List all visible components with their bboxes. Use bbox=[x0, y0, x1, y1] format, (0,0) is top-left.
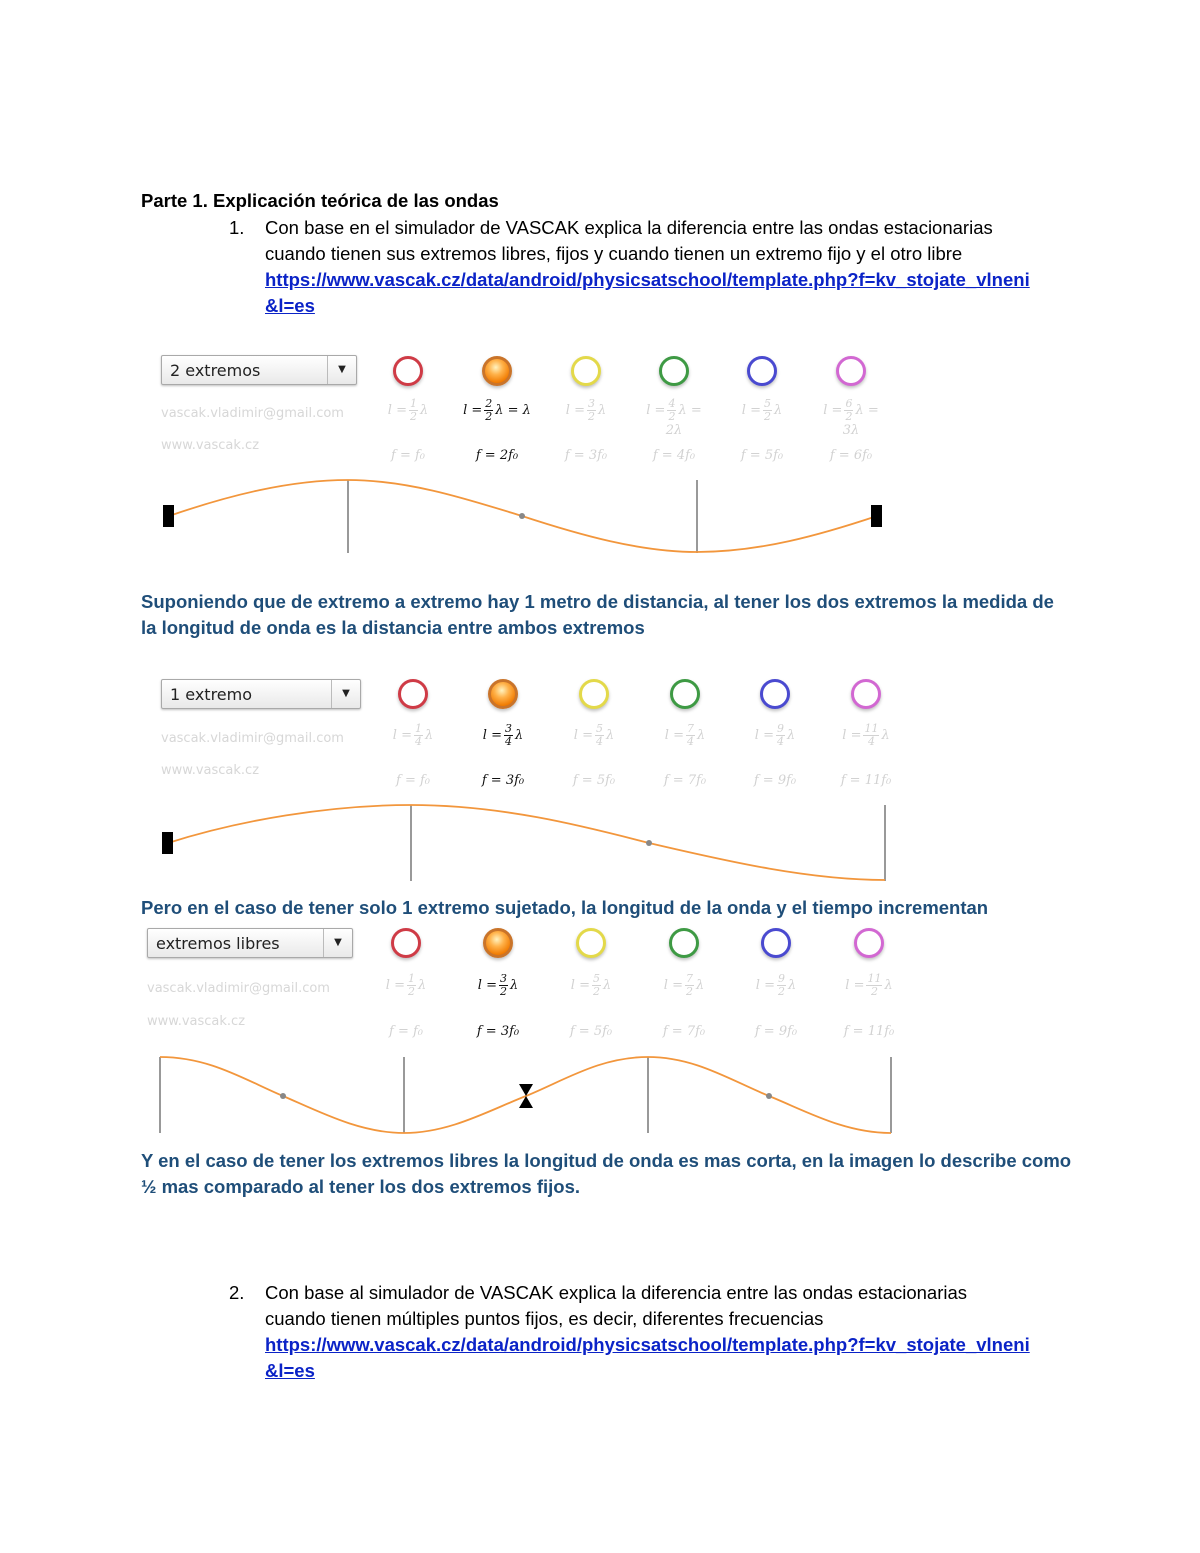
frequency-formula: f = 11f₀ bbox=[840, 773, 892, 788]
node-dot bbox=[519, 513, 525, 519]
fraction-denominator: 2 bbox=[685, 985, 693, 998]
fraction-denominator: 2 bbox=[485, 410, 493, 423]
formula-suffix: λ bbox=[696, 728, 706, 743]
formula-suffix: λ bbox=[881, 728, 890, 743]
chevron-down-icon[interactable]: ▼ bbox=[323, 929, 352, 957]
formula-fraction bbox=[504, 723, 513, 748]
formula-prefix: l = bbox=[482, 728, 502, 743]
q1-link-line2[interactable]: &l=es bbox=[265, 295, 315, 316]
frequency-formula: f = 3f₀ bbox=[481, 773, 525, 788]
fraction-numerator: 11 bbox=[864, 722, 879, 735]
fraction-numerator: 9 bbox=[776, 722, 784, 735]
formula-suffix: λ bbox=[417, 978, 427, 993]
length-formula bbox=[462, 398, 532, 423]
formula-suffix: λ bbox=[514, 728, 524, 743]
answer1-line1: Suponiendo que de extremo a extremo hay 1 metro de distancia, al tener los dos extremos la medida de bbox=[141, 591, 1054, 612]
mode-button-5[interactable] bbox=[760, 679, 790, 709]
wave-sim3 bbox=[160, 1057, 891, 1133]
length-formula bbox=[834, 973, 904, 998]
q2-number: 2. bbox=[229, 1282, 245, 1303]
dropdown-value: 2 extremos bbox=[170, 361, 261, 380]
string-wave bbox=[169, 480, 877, 552]
formula-suffix: λ = λ bbox=[495, 403, 531, 418]
formula-fraction bbox=[414, 723, 423, 748]
hourglass-marker bbox=[519, 1084, 533, 1108]
formula-suffix: λ bbox=[786, 728, 796, 743]
formula-fraction bbox=[863, 723, 879, 748]
node-dot bbox=[766, 1093, 772, 1099]
fraction-numerator: 7 bbox=[685, 972, 693, 985]
formula-fraction bbox=[409, 398, 418, 423]
formula-fraction bbox=[844, 398, 853, 423]
formula-suffix: λ = 3λ bbox=[842, 403, 879, 438]
mode-button-4[interactable] bbox=[670, 679, 700, 709]
formula-fraction bbox=[777, 973, 786, 998]
formula-suffix: λ = 2λ bbox=[665, 403, 702, 438]
length-formula bbox=[463, 973, 533, 998]
wave-sim2 bbox=[162, 805, 885, 881]
formula-fraction bbox=[587, 398, 596, 423]
formula-prefix: l = bbox=[570, 978, 590, 993]
mode-button-6[interactable] bbox=[854, 928, 884, 958]
formula-suffix: λ bbox=[695, 978, 705, 993]
fraction-numerator: 1 bbox=[409, 397, 417, 410]
answer2-line1: Pero en el caso de tener solo 1 extremo sujetado, la longitud de la onda y el tiempo incrementan bbox=[141, 897, 989, 918]
mode-button-3[interactable] bbox=[571, 356, 601, 386]
length-formula bbox=[740, 723, 810, 748]
answer3-line2: ½ mas comparado al tener los dos extremos fijos. bbox=[141, 1176, 581, 1197]
part-heading: Parte 1. Explicación teórica de las ondas bbox=[141, 190, 499, 211]
fraction-denominator: 2 bbox=[409, 410, 417, 423]
q1-link-line1[interactable]: https://www.vascak.cz/data/android/physicsatschool/template.php?f=kv_stojate_vlneni bbox=[265, 269, 1030, 290]
chevron-down-icon[interactable]: ▼ bbox=[327, 356, 356, 384]
site-watermark: www.vascak.cz bbox=[161, 438, 260, 453]
fraction-numerator: 5 bbox=[763, 397, 771, 410]
fraction-numerator: 2 bbox=[485, 397, 493, 410]
length-formula bbox=[650, 723, 720, 748]
mode-button-1[interactable] bbox=[393, 356, 423, 386]
formula-suffix: λ bbox=[424, 728, 434, 743]
frequency-formula: f = 2f₀ bbox=[475, 448, 519, 463]
length-formula bbox=[551, 398, 621, 423]
fraction-denominator: 2 bbox=[668, 410, 676, 423]
formula-prefix: l = bbox=[387, 403, 407, 418]
fraction-denominator: 2 bbox=[870, 985, 878, 998]
formula-suffix: λ bbox=[605, 728, 615, 743]
length-formula bbox=[741, 973, 811, 998]
formula-prefix: l = bbox=[845, 978, 865, 993]
frequency-formula: f = f₀ bbox=[391, 448, 425, 463]
length-formula bbox=[371, 973, 441, 998]
frequency-formula: f = 11f₀ bbox=[843, 1024, 895, 1039]
formula-suffix: λ bbox=[602, 978, 612, 993]
mode-button-5[interactable] bbox=[761, 928, 791, 958]
formula-suffix: λ bbox=[787, 978, 797, 993]
fraction-denominator: 4 bbox=[686, 735, 694, 748]
formula-prefix: l = bbox=[755, 978, 775, 993]
formula-prefix: l = bbox=[754, 728, 774, 743]
frequency-formula: f = 7f₀ bbox=[662, 1024, 706, 1039]
mode-button-4[interactable] bbox=[659, 356, 689, 386]
frequency-formula: f = 3f₀ bbox=[476, 1024, 520, 1039]
formula-prefix: l = bbox=[573, 728, 593, 743]
formula-fraction bbox=[763, 398, 772, 423]
formula-fraction bbox=[407, 973, 416, 998]
length-formula bbox=[816, 398, 886, 438]
formula-suffix: λ bbox=[419, 403, 429, 418]
formula-prefix: l = bbox=[741, 403, 761, 418]
fixed-end-right bbox=[871, 505, 882, 527]
answer1-line2: la longitud de onda es la distancia entre ambos extremos bbox=[141, 617, 645, 638]
mode-dropdown[interactable] bbox=[161, 679, 361, 709]
fraction-denominator: 2 bbox=[592, 985, 600, 998]
mode-button-5[interactable] bbox=[747, 356, 777, 386]
fraction-denominator: 2 bbox=[587, 410, 595, 423]
frequency-formula: f = 3f₀ bbox=[564, 448, 608, 463]
frequency-formula: f = 4f₀ bbox=[652, 448, 696, 463]
fraction-denominator: 2 bbox=[845, 410, 853, 423]
site-watermark: www.vascak.cz bbox=[161, 763, 260, 778]
node-dot bbox=[646, 840, 652, 846]
formula-suffix: λ bbox=[884, 978, 893, 993]
node-dot bbox=[280, 1093, 286, 1099]
fraction-numerator: 4 bbox=[668, 397, 676, 410]
fraction-numerator: 1 bbox=[414, 722, 422, 735]
mode-button-3[interactable] bbox=[576, 928, 606, 958]
fraction-denominator: 2 bbox=[777, 985, 785, 998]
frequency-formula: f = 7f₀ bbox=[663, 773, 707, 788]
frequency-formula: f = f₀ bbox=[389, 1024, 423, 1039]
formula-fraction bbox=[592, 973, 601, 998]
fraction-numerator: 7 bbox=[686, 722, 694, 735]
frequency-formula: f = 6f₀ bbox=[829, 448, 873, 463]
length-formula bbox=[639, 398, 709, 438]
fraction-denominator: 4 bbox=[414, 735, 422, 748]
frequency-formula: f = f₀ bbox=[396, 773, 430, 788]
mode-button-6[interactable] bbox=[851, 679, 881, 709]
mode-button-1[interactable] bbox=[398, 679, 428, 709]
dropdown-value: extremos libres bbox=[156, 934, 280, 953]
email-watermark: vascak.vladimir@gmail.com bbox=[161, 406, 344, 421]
formula-fraction bbox=[595, 723, 604, 748]
q2-text-line2: cuando tienen múltiples puntos fijos, es decir, diferentes frecuencias bbox=[265, 1308, 824, 1329]
string-wave bbox=[168, 805, 885, 880]
chevron-down-icon[interactable]: ▼ bbox=[331, 680, 360, 708]
formula-prefix: l = bbox=[663, 978, 683, 993]
q1-number: 1. bbox=[229, 217, 245, 238]
length-formula bbox=[378, 723, 448, 748]
fraction-numerator: 6 bbox=[845, 397, 853, 410]
fraction-numerator: 3 bbox=[587, 397, 595, 410]
formula-suffix: λ bbox=[773, 403, 783, 418]
mode-button-2[interactable] bbox=[483, 928, 513, 958]
mode-dropdown[interactable] bbox=[161, 355, 357, 385]
length-formula bbox=[373, 398, 443, 423]
formula-suffix: λ bbox=[597, 403, 607, 418]
site-watermark: www.vascak.cz bbox=[147, 1014, 246, 1029]
fraction-numerator: 5 bbox=[595, 722, 603, 735]
fraction-numerator: 5 bbox=[592, 972, 600, 985]
fraction-denominator: 4 bbox=[776, 735, 784, 748]
formula-fraction bbox=[685, 973, 694, 998]
formula-fraction bbox=[484, 398, 493, 423]
length-formula bbox=[559, 723, 629, 748]
mode-button-2[interactable] bbox=[488, 679, 518, 709]
fraction-denominator: 2 bbox=[499, 985, 507, 998]
formula-fraction bbox=[686, 723, 695, 748]
formula-prefix: l = bbox=[385, 978, 405, 993]
fraction-denominator: 4 bbox=[595, 735, 603, 748]
formula-prefix: l = bbox=[823, 403, 843, 418]
wave-sim1 bbox=[163, 480, 882, 553]
formula-prefix: l = bbox=[646, 403, 666, 418]
formula-suffix: λ bbox=[509, 978, 519, 993]
fraction-numerator: 1 bbox=[407, 972, 415, 985]
formula-fraction bbox=[667, 398, 676, 423]
fraction-numerator: 3 bbox=[504, 722, 512, 735]
mode-button-2[interactable] bbox=[482, 356, 512, 386]
answer3-line1: Y en el caso de tener los extremos libres la longitud de onda es mas corta, en la imagen lo describe como bbox=[141, 1150, 1072, 1171]
length-formula bbox=[468, 723, 538, 748]
fraction-denominator: 4 bbox=[504, 735, 512, 748]
fraction-denominator: 4 bbox=[867, 735, 875, 748]
formula-prefix: l = bbox=[392, 728, 412, 743]
q1-text-line1: Con base en el simulador de VASCAK explica la diferencia entre las ondas estacionarias bbox=[265, 217, 993, 238]
formula-prefix: l = bbox=[565, 403, 585, 418]
formula-prefix: l = bbox=[664, 728, 684, 743]
fraction-numerator: 9 bbox=[777, 972, 785, 985]
q2-link-line1[interactable]: https://www.vascak.cz/data/android/physicsatschool/template.php?f=kv_stojate_vlneni bbox=[265, 1334, 1030, 1355]
string-wave bbox=[160, 1057, 891, 1133]
q2-text-line1: Con base al simulador de VASCAK explica la diferencia entre las ondas estacionarias bbox=[265, 1282, 968, 1303]
frequency-formula: f = 5f₀ bbox=[569, 1024, 613, 1039]
length-formula bbox=[831, 723, 901, 748]
fraction-denominator: 2 bbox=[407, 985, 415, 998]
length-formula bbox=[727, 398, 797, 423]
email-watermark: vascak.vladimir@gmail.com bbox=[147, 981, 330, 996]
dropdown-value: 1 extremo bbox=[170, 685, 253, 704]
fixed-end-left bbox=[163, 505, 174, 527]
formula-prefix: l = bbox=[477, 978, 497, 993]
frequency-formula: f = 9f₀ bbox=[753, 773, 797, 788]
fixed-end-left bbox=[162, 832, 173, 854]
formula-fraction bbox=[866, 973, 882, 998]
formula-prefix: l = bbox=[842, 728, 862, 743]
fraction-numerator: 3 bbox=[499, 972, 507, 985]
q2-link-line2[interactable]: &l=es bbox=[265, 1360, 315, 1381]
fraction-denominator: 2 bbox=[763, 410, 771, 423]
mode-button-1[interactable] bbox=[391, 928, 421, 958]
mode-button-4[interactable] bbox=[669, 928, 699, 958]
frequency-formula: f = 5f₀ bbox=[740, 448, 784, 463]
mode-button-3[interactable] bbox=[579, 679, 609, 709]
email-watermark: vascak.vladimir@gmail.com bbox=[161, 731, 344, 746]
mode-button-6[interactable] bbox=[836, 356, 866, 386]
formula-fraction bbox=[499, 973, 508, 998]
length-formula bbox=[649, 973, 719, 998]
length-formula bbox=[556, 973, 626, 998]
formula-fraction bbox=[776, 723, 785, 748]
frequency-formula: f = 5f₀ bbox=[572, 773, 616, 788]
mode-dropdown[interactable] bbox=[147, 928, 353, 958]
formula-prefix: l = bbox=[463, 403, 483, 418]
q1-text-line2: cuando tienen sus extremos libres, fijos y cuando tienen un extremo fijo y el otro libre bbox=[265, 243, 963, 264]
frequency-formula: f = 9f₀ bbox=[754, 1024, 798, 1039]
fraction-numerator: 11 bbox=[867, 972, 882, 985]
